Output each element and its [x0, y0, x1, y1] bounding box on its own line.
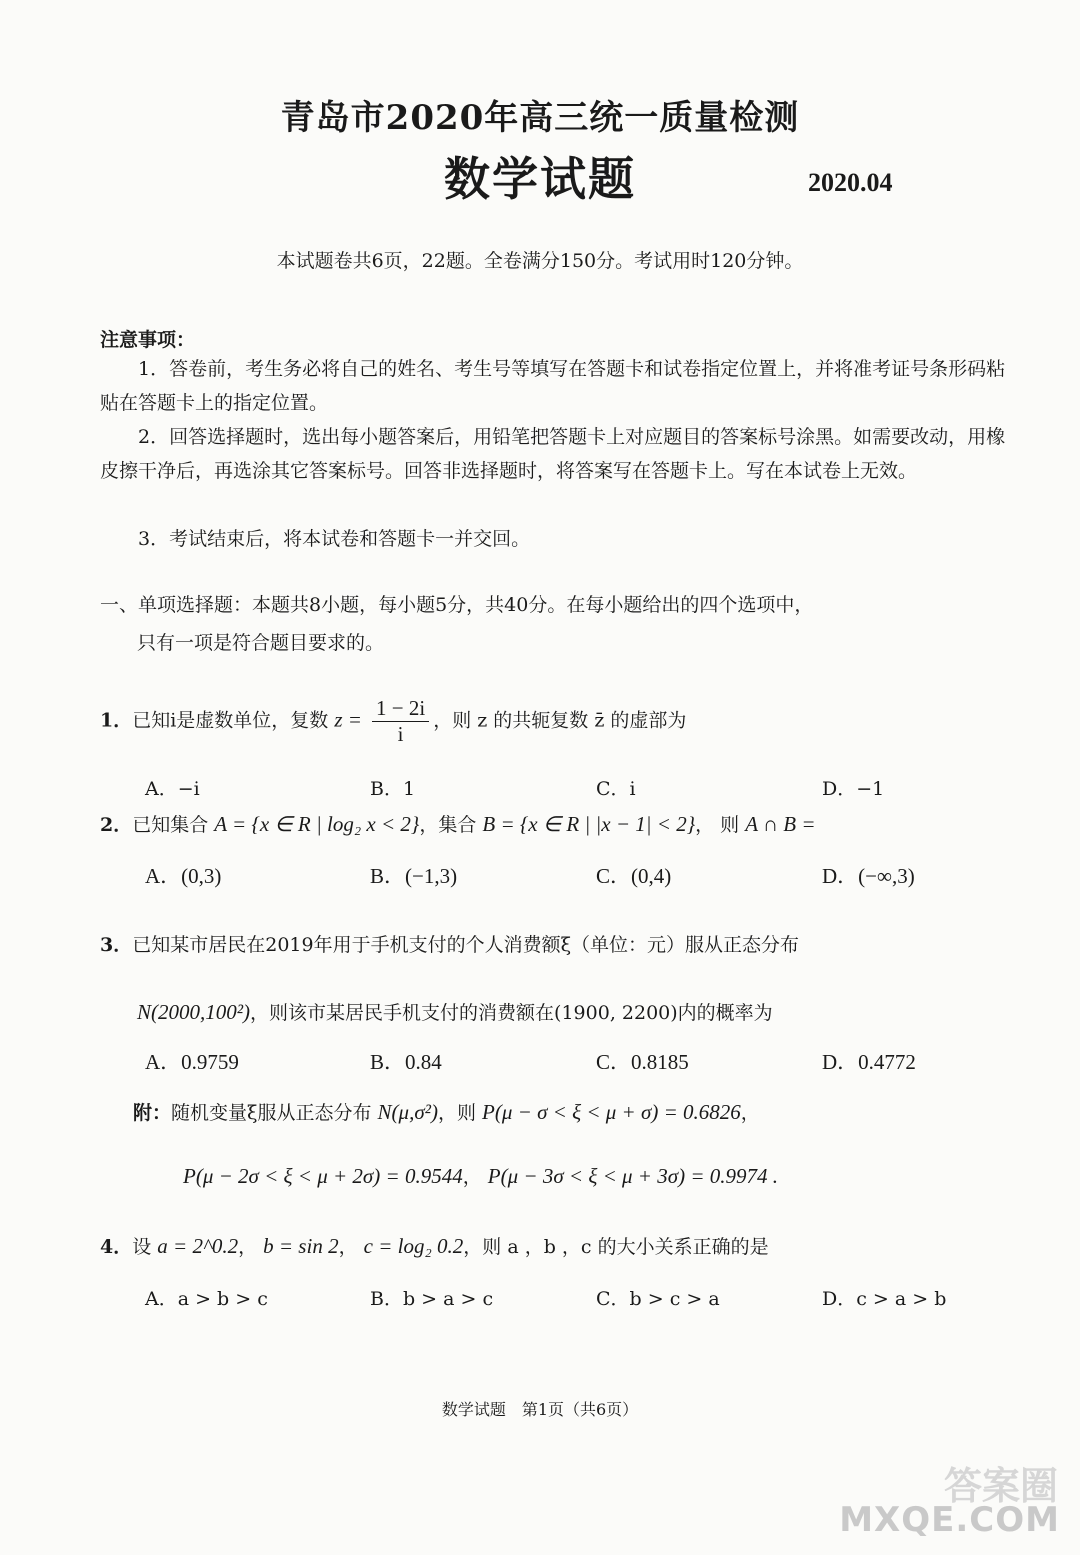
q4-option-a: A．a > b > c	[145, 1288, 268, 1310]
section-heading: 一、单项选择题：本题共8小题，每小题5分，共40分。在每小题给出的四个选项中，	[100, 594, 814, 616]
question-4-sep1: ，	[238, 1236, 258, 1258]
appendix-p2: P(μ − 2σ < ξ < μ + 2σ) = 0.9544	[183, 1164, 463, 1188]
exam-title: 青岛市2020年高三统一质量检测	[280, 98, 800, 138]
appendix-text: 随机变量ξ服从正态分布	[171, 1102, 372, 1124]
question-4-a: a = 2^0.2	[157, 1234, 239, 1258]
question-2-text-c: ， 则	[695, 814, 740, 836]
watermark-logo: 答案圈	[943, 1463, 1058, 1508]
question-3-number: 3．	[100, 934, 133, 956]
q1-option-a: A．−i	[145, 778, 200, 800]
appendix-sep: ，	[462, 1166, 482, 1188]
question-4-c: c = log₂ 0.2	[363, 1234, 464, 1258]
question-1-number: 1．	[100, 709, 133, 732]
appendix-label: 附：	[133, 1102, 172, 1124]
appendix-dist: N(μ,σ²)	[377, 1100, 438, 1124]
fraction-numerator: 1 − 2i	[372, 696, 429, 722]
notes-item-2	[100, 420, 1015, 488]
question-2-set-a: A = {x ∈ R | log₂ x < 2}	[214, 812, 420, 836]
notes-heading: 注意事项：	[100, 329, 196, 351]
q2-option-a: A．(0,3)	[145, 864, 222, 888]
fraction-denominator: i	[397, 722, 404, 746]
question-4-post: ，则 a ，b ，c 的大小关系正确的是	[463, 1236, 769, 1258]
q4-option-d: D．c > a > b	[822, 1288, 947, 1310]
q4-option-b: B．b > a > c	[370, 1288, 494, 1310]
question-3-appendix-line2	[183, 1162, 778, 1189]
q1-option-d: D．−1	[822, 778, 885, 800]
notes-item-1	[100, 352, 1015, 420]
notes-item-2-text: 2．回答选择题时，选出每小题答案后，用铅笔把答题卡上对应题目的答案标号涂黑。如需要改动，用橡皮擦干净后，再选涂其它答案标号。回答非选择题时，将答案写在答题卡上。写在本试卷上无效。	[100, 426, 1006, 482]
question-2-number: 2．	[100, 814, 133, 836]
appendix-p1: P(μ − σ < ξ < μ + σ) = 0.6826	[482, 1100, 741, 1124]
question-1	[100, 696, 686, 747]
question-2-set-b: B = {x ∈ R | |x − 1| < 2}	[482, 812, 696, 836]
q3-option-b: B．0.84	[370, 1050, 442, 1074]
q4-option-c: C．b > c > a	[596, 1288, 720, 1310]
question-3-line1: 已知某市居民在2019年用于手机支付的个人消费额ξ（单位：元）服从正态分布	[132, 934, 800, 956]
question-4-sep2: ，	[338, 1236, 358, 1258]
question-3-line2	[137, 998, 773, 1025]
question-2-expr: A ∩ B =	[745, 812, 816, 836]
question-3	[100, 930, 799, 957]
exam-intro: 本试题卷共6页，22题。全卷满分150分。考试用时120分钟。	[276, 250, 804, 272]
q1-option-c: C．i	[596, 778, 636, 800]
appendix-p1-pre: ，则	[437, 1102, 476, 1124]
question-2	[100, 810, 816, 837]
notes-item-1-text: 1．答卷前，考生务必将自己的姓名、考生号等填写在答题卡和试卷指定位置上，并将准考证号条形码粘贴在答题卡上的指定位置。	[100, 358, 1006, 414]
question-2-text-b: ，集合	[419, 814, 477, 836]
q3-option-d: D．0.4772	[822, 1050, 916, 1074]
q2-option-b: B．(−1,3)	[370, 864, 458, 888]
q2-option-c: C．(0,4)	[596, 864, 672, 888]
watermark-text: MXQE.COM	[839, 1500, 1060, 1540]
question-4-pre: 设	[132, 1236, 152, 1258]
q3-option-a: A．0.9759	[145, 1050, 239, 1074]
question-4	[100, 1232, 769, 1259]
appendix-p1-post: ，	[740, 1102, 760, 1124]
notes-item-3	[100, 522, 1015, 556]
q1-option-b: B．1	[370, 778, 416, 800]
exam-subtitle: 数学试题	[444, 152, 636, 206]
question-1-post: ，则 z 的共轭复数 z̄ 的虚部为	[433, 709, 687, 732]
question-3-line2-text: ，则该市某居民手机支付的消费额在(1900, 2200)内的概率为	[250, 1002, 773, 1024]
question-1-pre: 已知i是虚数单位，复数	[132, 709, 329, 732]
question-2-text-a: 已知集合	[132, 814, 209, 836]
section-heading-line2: 只有一项是符合题目要求的。	[137, 632, 385, 654]
notes-item-3-text: 3．考试结束后，将本试卷和答题卡一并交回。	[138, 528, 531, 550]
question-3-appendix	[133, 1098, 760, 1125]
appendix-p3: P(μ − 3σ < ξ < μ + 3σ) = 0.9974 .	[487, 1164, 778, 1188]
question-4-number: 4．	[100, 1236, 133, 1258]
question-3-dist: N(2000,100²)	[137, 1000, 251, 1024]
exam-date: 2020.04	[808, 168, 893, 197]
q2-option-d: D．(−∞,3)	[822, 864, 915, 888]
question-4-b: b = sin 2	[263, 1234, 339, 1258]
q3-option-c: C．0.8185	[596, 1050, 689, 1074]
page-footer: 数学试题 第1页（共6页）	[441, 1400, 639, 1419]
question-1-z: z =	[334, 707, 362, 732]
question-1-fraction	[372, 696, 429, 747]
